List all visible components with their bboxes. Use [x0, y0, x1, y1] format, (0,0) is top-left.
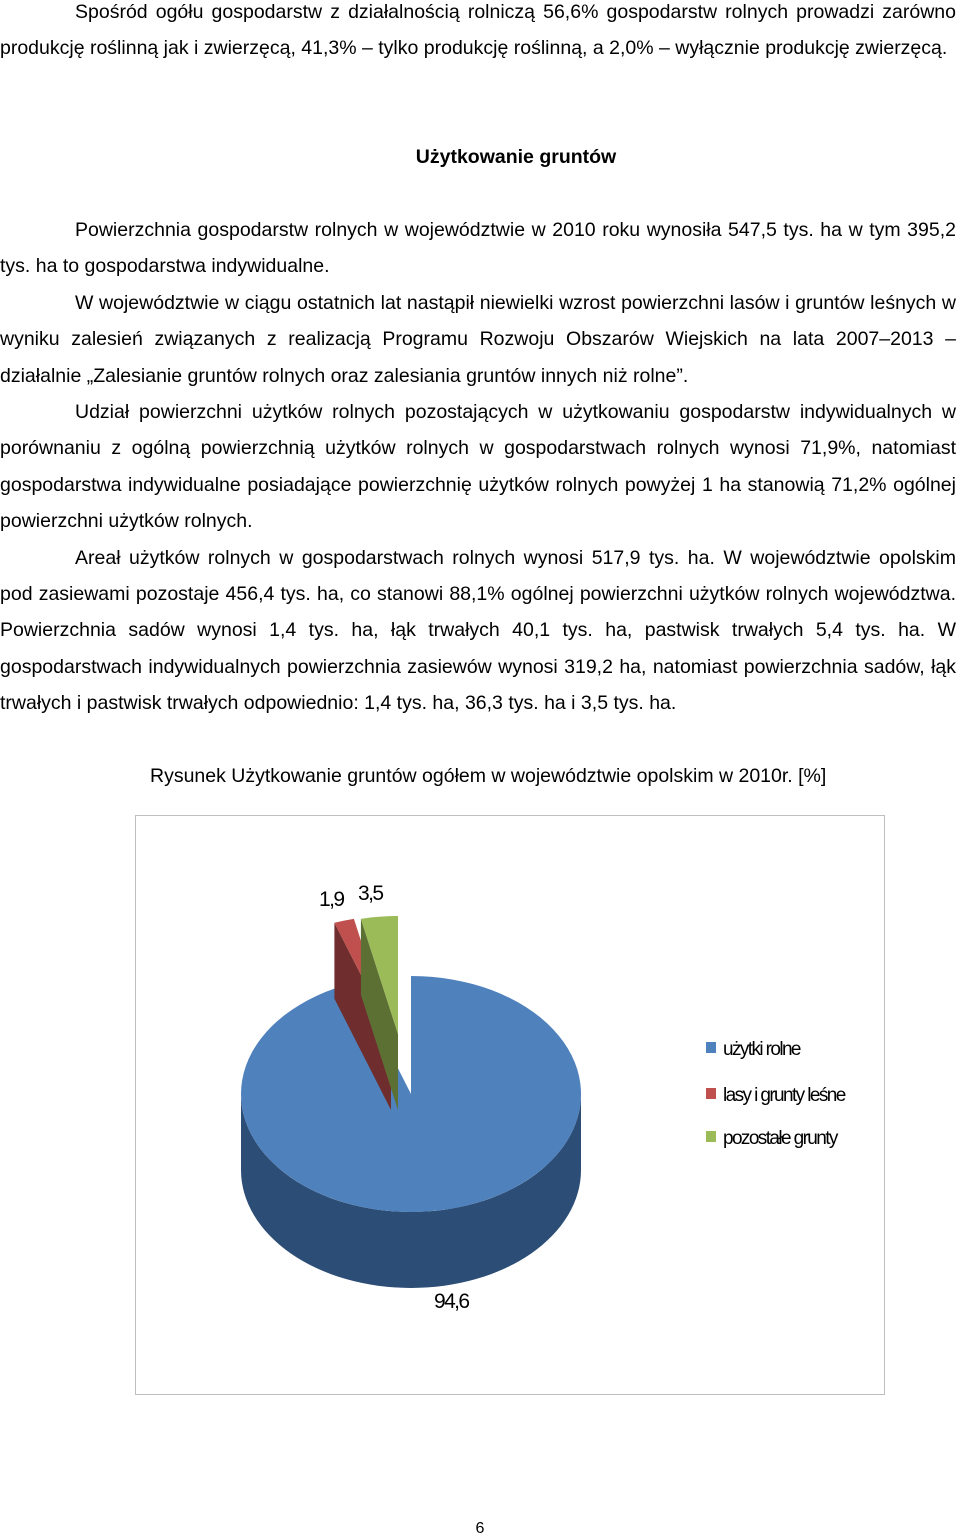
paragraph-forests: W województwie w ciągu ostatnich lat nastąpił niewielki wzrost powierzchni lasów i gruntów leśnych w wyniku zalesień związanych z realizacją Programu Rozwoju Obszarów Wiejskich na lata 2007–2013 – działalnie „Zalesianie gruntów rolnych oraz zalesiania gruntów innych niż rolne”.	[0, 291, 956, 387]
legend-item	[706, 1128, 839, 1149]
legend-label: użytki rolne	[723, 1039, 800, 1060]
paragraph-arable-land: Areał użytków rolnych w gospodarstwach rolnych wynosi 517,9 tys. ha. W województwie opolskim pod zasiewami pozostaje 456,4 tys. ha, co stanowi 88,1% ogólnej powierzchni użytków rolnych województwa. Powierzchnia sadów wynosi 1,4 tys. ha, łąk trwałych 40,1 tys. ha, pastwisk trwałych 5,4 tys. ha. W gospodarstwach indywidualnych powierzchnia zasiewów wynosi 319,2 ha, natomiast powierzchnia sadów, łąk trwałych i pastwisk trwałych odpowiednio: 1,4 tys. ha, 36,3 tys. ha i 3,5 tys. ha.	[0, 546, 956, 715]
body-text	[0, 212, 956, 722]
legend-swatch	[706, 1088, 716, 1099]
intro-paragraph-text: Spośród ogółu gospodarstw z działalnością rolniczą 56,6% gospodarstw rolnych prowadzi zarówno produkcję roślinną jak i zwierzęcą, 41,3% – tylko produkcję roślinną, a 2,0% – wyłącznie produkcję zwierzęcą.	[0, 1, 956, 60]
data-label: 1,9	[319, 888, 344, 911]
legend	[706, 1039, 846, 1149]
paragraph-individual-farms: Udział powierzchni użytków rolnych pozostających w użytkowaniu gospodarstw indywidualnych w porównaniu z ogólną powierzchnią użytków rolnych w gospodarstwach rolnych wynosi 71,9%, natomiast gospodarstwa indywidualne posiadające powierzchnię użytków rolnych powyżej 1 ha stanowią 71,2% ogólnej powierzchni użytków rolnych.	[0, 401, 956, 533]
pie-slice-top	[241, 976, 581, 1212]
data-label: 94,6	[434, 1290, 469, 1313]
data-label: 3,5	[358, 882, 383, 905]
page-number: 6	[475, 1520, 485, 1537]
pie-chart	[135, 815, 885, 1395]
legend-swatch	[706, 1042, 716, 1053]
legend-label: pozostałe grunty	[723, 1128, 837, 1149]
intro-paragraph	[0, 0, 956, 67]
legend-item	[706, 1039, 801, 1060]
figure-caption: Rysunek Użytkowanie gruntów ogółem w województwie opolskim w 2010r. [%]	[150, 765, 827, 787]
pie-slice	[241, 976, 581, 1288]
section-heading: Użytkowanie gruntów	[415, 146, 617, 168]
legend-item	[706, 1085, 846, 1106]
paragraph-area: Powierzchnia gospodarstw rolnych w województwie w 2010 roku wynosiła 547,5 tys. ha w tym 395,2 tys. ha to gospodarstwa indywidualne.	[0, 219, 956, 278]
legend-swatch	[706, 1131, 716, 1142]
legend-label: lasy i grunty leśne	[723, 1085, 845, 1106]
pie-chart-svg	[136, 816, 886, 1396]
pie-slices	[241, 916, 581, 1288]
